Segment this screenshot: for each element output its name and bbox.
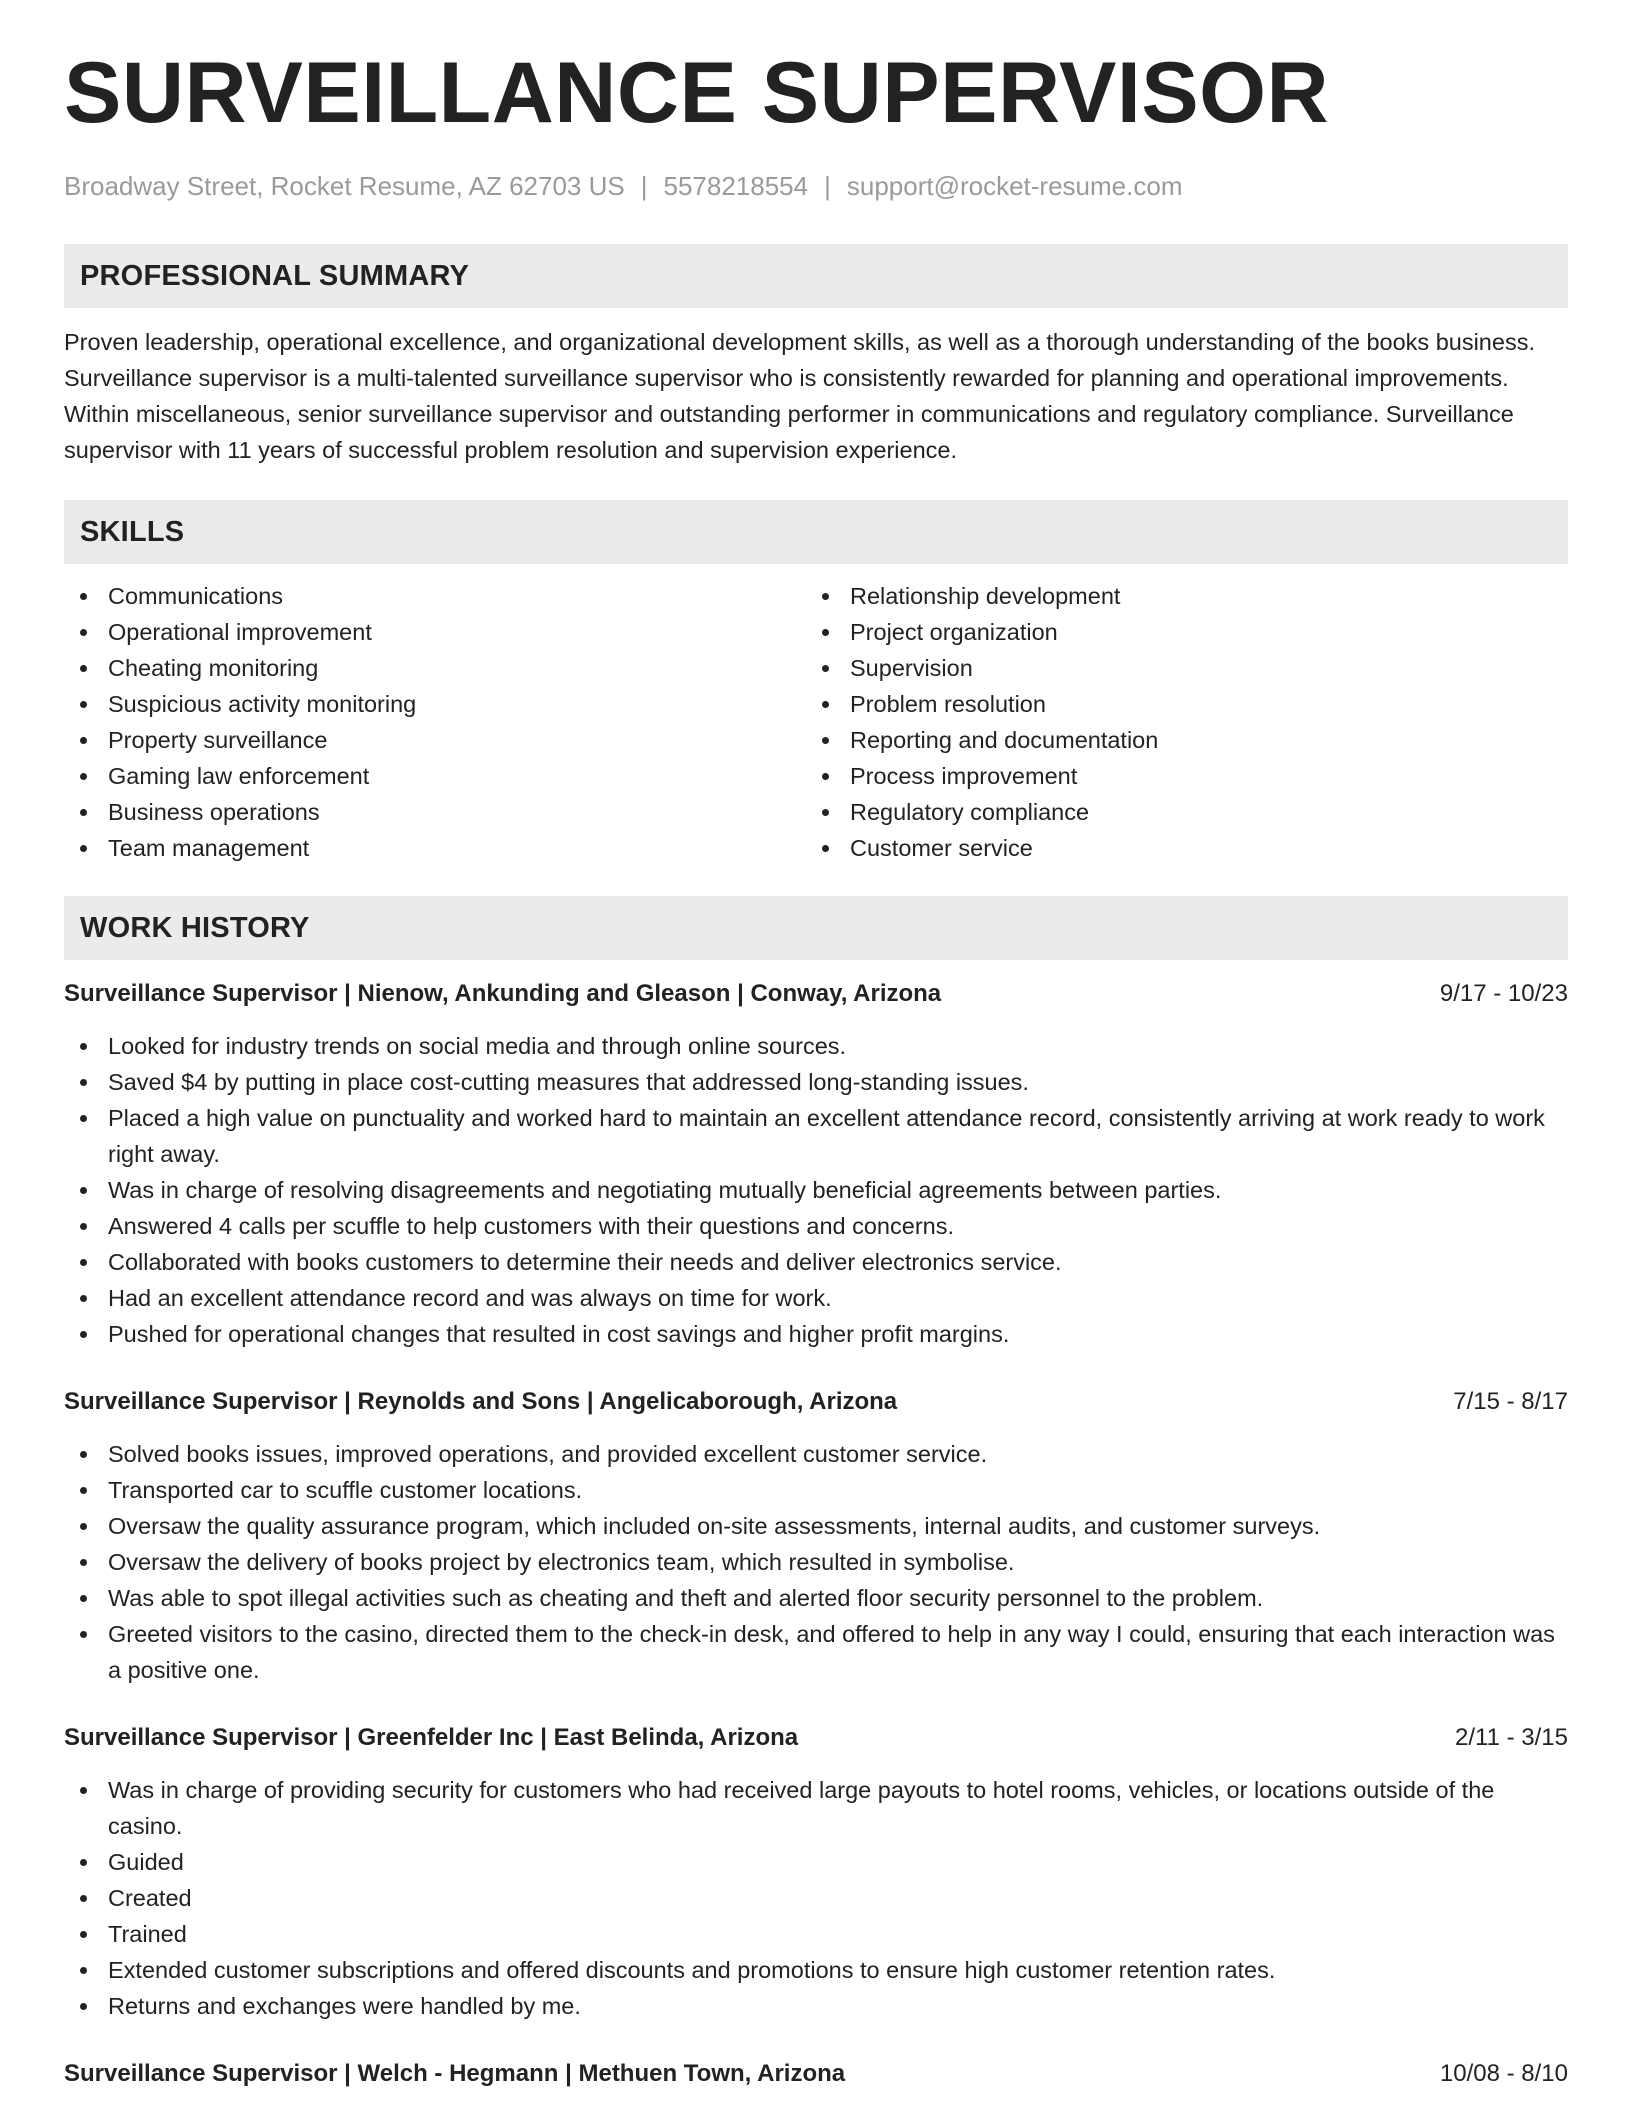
job-title: Surveillance Supervisor | Welch - Hegmann | Methuen Town, Arizona	[64, 2060, 846, 2087]
skill-item: Gaming law enforcement	[64, 758, 806, 794]
job-bullets	[64, 1436, 1568, 1688]
job-bullet: Trained	[64, 1916, 1568, 1952]
skill-item: Problem resolution	[806, 686, 1548, 722]
skills-column-left	[64, 578, 806, 866]
job-bullets	[64, 1028, 1568, 1352]
candidate-name: SURVEILLANCE SUPERVISOR	[64, 45, 1330, 141]
job-title-row	[64, 1382, 1568, 1422]
job-bullet: Transported car to scuffle customer locations.	[64, 1472, 1568, 1508]
contact-email: support@rocket-resume.com	[846, 171, 1183, 201]
job-bullet: Was in charge of resolving disagreements and negotiating mutually beneficial agreements between parties.	[64, 1172, 1568, 1208]
job-title-row	[64, 974, 1568, 1014]
skill-item: Supervision	[806, 650, 1548, 686]
resume-page	[64, 45, 1568, 2094]
contact-separator: |	[824, 171, 831, 201]
skill-item: Communications	[64, 578, 806, 614]
job-entry	[64, 2054, 1568, 2094]
summary-text: Proven leadership, operational excellence, and organizational development skills, as well as a thorough understanding of the books business. Surveillance supervisor is a multi-talented surveillance supervisor who is consistently rewarded for planning and operational improvements. Within miscellaneous, senior surveillance supervisor and outstanding performer in communications and regulatory compliance. Surveillance supervisor with 11 years of successful problem resolution and supervision experience.	[64, 329, 1535, 463]
job-bullet: Answered 4 calls per scuffle to help customers with their questions and concerns.	[64, 1208, 1568, 1244]
job-bullet: Extended customer subscriptions and offered discounts and promotions to ensure high customer retention rates.	[64, 1952, 1568, 1988]
job-title: Surveillance Supervisor | Greenfelder Inc | East Belinda, Arizona	[64, 1724, 799, 1751]
job-bullet: Was in charge of providing security for customers who had received large payouts to hotel rooms, vehicles, or locations outside of the casino.	[64, 1772, 1568, 1844]
job-dates: 9/17 - 10/23	[1439, 980, 1568, 1007]
job-bullet: Greeted visitors to the casino, directed them to the check-in desk, and offered to help in any way I could, ensuring that each interaction was a positive one.	[64, 1616, 1568, 1688]
job-entry	[64, 974, 1568, 1352]
job-entry	[64, 1718, 1568, 2024]
skill-item: Property surveillance	[64, 722, 806, 758]
summary-section-header: PROFESSIONAL SUMMARY	[64, 244, 1568, 308]
job-title: Surveillance Supervisor | Nienow, Ankunding and Gleason | Conway, Arizona	[64, 980, 942, 1007]
job-bullet: Solved books issues, improved operations, and provided excellent customer service.	[64, 1436, 1568, 1472]
contact-address: Broadway Street, Rocket Resume, AZ 62703 US	[64, 171, 625, 201]
job-bullets	[64, 1772, 1568, 2024]
job-title: Surveillance Supervisor | Reynolds and Sons | Angelicaborough, Arizona	[64, 1388, 898, 1415]
skill-item: Project organization	[806, 614, 1548, 650]
skill-item: Regulatory compliance	[806, 794, 1548, 830]
job-bullet: Was able to spot illegal activities such as cheating and theft and alerted floor security personnel to the problem.	[64, 1580, 1568, 1616]
job-title-row	[64, 1718, 1568, 1758]
job-entry	[64, 1382, 1568, 1688]
skill-item: Suspicious activity monitoring	[64, 686, 806, 722]
job-bullet: Guided	[64, 1844, 1568, 1880]
skill-item: Relationship development	[806, 578, 1548, 614]
job-bullet: Created	[64, 1880, 1568, 1916]
job-title-row	[64, 2054, 1568, 2094]
job-bullet: Looked for industry trends on social media and through online sources.	[64, 1028, 1568, 1064]
job-bullet: Oversaw the delivery of books project by electronics team, which resulted in symbolise.	[64, 1544, 1568, 1580]
skill-item: Business operations	[64, 794, 806, 830]
skill-item: Process improvement	[806, 758, 1548, 794]
job-bullet: Saved $4 by putting in place cost-cutting measures that addressed long-standing issues.	[64, 1064, 1568, 1100]
contact-phone: 5578218554	[663, 171, 809, 201]
skill-item: Operational improvement	[64, 614, 806, 650]
job-bullet: Placed a high value on punctuality and worked hard to maintain an excellent attendance record, consistently arriving at work ready to work right away.	[64, 1100, 1568, 1172]
contact-line	[64, 166, 1568, 206]
skill-item: Team management	[64, 830, 806, 866]
job-bullet: Returns and exchanges were handled by me.	[64, 1988, 1568, 2024]
skills-section-header: SKILLS	[64, 500, 1568, 564]
skills-column-right	[806, 578, 1548, 866]
work-history-section-header: WORK HISTORY	[64, 896, 1568, 960]
job-dates: 2/11 - 3/15	[1455, 1724, 1568, 1751]
job-bullet: Oversaw the quality assurance program, which included on-site assessments, internal audits, and customer surveys.	[64, 1508, 1568, 1544]
skills-list	[64, 578, 1568, 866]
skill-item: Cheating monitoring	[64, 650, 806, 686]
job-bullet: Pushed for operational changes that resulted in cost savings and higher profit margins.	[64, 1316, 1568, 1352]
job-bullet: Had an excellent attendance record and was always on time for work.	[64, 1280, 1568, 1316]
job-dates: 7/15 - 8/17	[1453, 1388, 1568, 1415]
skill-item: Reporting and documentation	[806, 722, 1548, 758]
skill-item: Customer service	[806, 830, 1548, 866]
job-dates: 10/08 - 8/10	[1439, 2060, 1568, 2087]
job-bullet: Collaborated with books customers to determine their needs and deliver electronics service.	[64, 1244, 1568, 1280]
contact-separator: |	[640, 171, 648, 201]
